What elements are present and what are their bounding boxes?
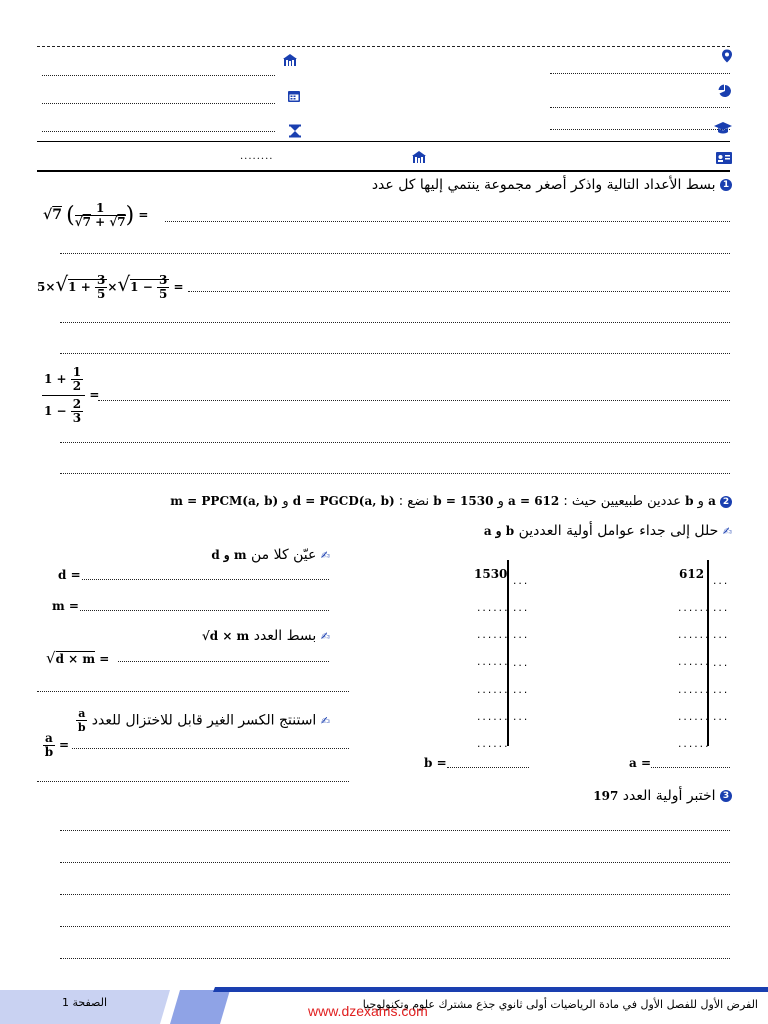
dots-cell: ...... [476,604,509,614]
b-result-line [447,767,529,768]
dots-cell: ... [512,658,529,669]
answer-line [37,691,349,692]
dots-cell: ... [512,685,529,696]
dots-cell: ...... [677,631,710,642]
sqrt-dm-label: √d × m = [46,649,110,667]
id-card-icon [716,151,732,165]
answer-line [60,830,730,831]
b-table-right [512,569,528,732]
dots-cell: ... [712,658,729,669]
b-result-label: b = [424,756,447,770]
answer-line [60,253,730,254]
expr3-eq: = [89,388,100,402]
dots-cell: ...... [677,740,710,751]
pen-icon: ✍ [722,525,732,538]
ex2-nada: نضع : [398,494,430,509]
ex2-ppcm: m = PPCM(a, b) [170,494,279,508]
header-top-line [37,46,730,47]
ex2-b-eq: b = 1530 [433,494,494,508]
level-field [550,129,730,130]
expr3-minus: − [56,404,67,418]
expr3-one-2: 1 [44,404,53,418]
ex2-q4-text: استنتج الكسر الغير قابل للاختزال للعدد [91,712,317,729]
ex2-b: b [685,494,694,508]
dots-cell: ...... [476,631,509,642]
expr3-d1: 2 [72,379,82,393]
answer-line [98,400,730,401]
ex2-question3 [80,628,330,644]
answer-line [60,473,730,474]
exercise1-title [232,177,732,193]
b-table-left [476,596,509,759]
answer-line [60,862,730,863]
a-result-label: a = [629,756,652,770]
exercise2-statement [32,494,732,509]
expr1-eq: = [138,208,149,222]
sqrt-answer-line [118,661,329,662]
ex2-pgcd: d = PGCD(a, b) [292,494,395,508]
expr1-den-b: 7 [117,215,126,229]
expr2-num-2: 3 [158,273,168,287]
ex2-a: a [708,494,716,508]
location-field [550,73,730,74]
a-table-right [712,569,728,732]
location-icon [720,49,734,63]
school-field [42,75,275,76]
expr2-one: 1 [68,280,77,294]
dots-cell: ... [712,631,729,642]
expr2: 5×√1 + $\frac{3}{5}$ ×√1 − $\frac{3}{5}$ = [37,272,184,301]
b-value: 1530 [474,567,508,581]
footer-subject: الفرض الأول للفصل الأول في مادة الرياضيات أولى ثانوي جذع مشترك علوم وتكنولوجيا [362,998,758,1011]
frac-num: a [78,707,86,720]
a-result-line [651,767,730,768]
exercise2-number: 2 [720,496,732,508]
frac-label-den: b [44,745,54,759]
ex2-intro: عددين طبيعيين حيث : [563,494,681,509]
d-label: d = [58,568,81,582]
graduation-cap-icon [714,121,732,135]
expr2-minus: − [142,280,153,294]
a-value: 612 [679,567,705,581]
section-field [550,107,730,108]
ex2-question4 [50,707,330,734]
ex2-question1 [332,523,732,539]
expr3-n2: 2 [72,397,82,411]
date-field [42,103,275,104]
frac-label: $\frac{a}{b}$ = [44,731,70,759]
answer-line [60,958,730,959]
watermark: www.dzexams.com [308,1003,428,1019]
dots-cell: ...... [476,712,509,723]
page-label: الصفحة 1 [62,996,108,1009]
dots-cell: ... [712,604,729,615]
pen-icon: ✍ [320,630,330,643]
exercise3-text: اختبر أولية العدد [622,788,716,804]
exercise3-title [432,788,732,804]
expr3 [42,366,99,425]
expr2-den: 5 [96,287,106,301]
expr2-five: 5 [37,280,46,294]
dots-cell: ... [712,685,729,696]
dots-cell: ... [712,713,729,724]
ex2-and: و [697,494,704,509]
dots-cell: ...... [476,658,509,669]
dots-cell: ...... [677,604,710,614]
expr2-eq: = [173,280,184,294]
ex2-and-2: و [497,494,504,509]
answer-line [60,442,730,443]
expr3-one: 1 [44,372,53,386]
dots-cell: ...... [677,712,710,723]
frac-den: b [77,721,86,734]
calendar-icon [287,89,301,103]
ex2-a-eq: a = 612 [508,494,560,508]
frac-label-num: a [45,731,53,745]
exercise1-text: بسط الأعداد التالية واذكر أصغر مجموعة ينتمي إليها كل عدد [371,177,716,193]
expr1-num: 1 [75,202,126,216]
m-label: m = [52,599,79,613]
ex2-q1-text: حلل إلى جداء عوامل أولية العددين [518,523,719,539]
frac-answer-line [72,748,349,749]
dots-cell: ...... [476,740,509,751]
dots-cell: ... [512,577,529,587]
dots-cell: ... [512,604,529,615]
a-table-left [677,596,710,759]
ex2-q2-text: عيّن كلا من [251,547,317,563]
ex2-q2-vars: d و m [211,548,247,562]
pen-icon: ✍ [320,714,330,728]
school-icon [412,150,426,164]
exercise1-number: 1 [720,179,732,191]
answer-line [60,353,730,354]
pie-chart-icon [718,84,732,98]
school-icon [283,53,297,67]
sqrt-dm-radicand: d × m [55,652,96,666]
exercise3-number: 3 [720,790,732,802]
header-bottom-line [37,170,730,172]
dots-cell: ...... [677,685,710,696]
ex2-and-3: و [282,494,289,509]
expr1-sqrt-outer: 7 [52,207,62,223]
answer-line [188,291,730,292]
place-dots: ........ [240,151,274,162]
expr3-d2: 3 [72,411,82,425]
dots-cell: ... [712,577,729,587]
ex2-q1-vars: a و b [483,524,515,538]
answer-line [60,322,730,323]
expr2-den-2: 5 [158,287,168,301]
duration-field [42,131,275,132]
answer-line [165,221,730,222]
expr1-den-a: 7 [82,215,91,229]
expr2-plus: + [80,280,91,294]
expr2-times-2: × [107,280,118,294]
expr2-times: × [45,280,56,294]
dots-cell: ... [512,713,529,724]
m-answer-line [80,610,329,611]
hourglass-icon [288,124,302,138]
d-answer-line [82,579,329,580]
answer-line [60,926,730,927]
dots-cell: ...... [476,685,509,696]
answer-line [37,781,349,782]
ex2-q3-expr: √d × m [201,629,250,643]
dots-cell: ...... [677,658,710,669]
header-divider [37,141,730,142]
expr3-n1: 1 [72,365,82,379]
expr1: √7 ( $\frac{1}{√7 + √7}$ ) = [43,201,149,229]
expr2-one-2: 1 [130,280,139,294]
exercise3-value: 197 [593,789,619,803]
answer-line [60,894,730,895]
ex2-q3-text: بسط العدد [253,628,317,644]
pen-icon: ✍ [320,549,330,562]
expr3-plus: + [56,372,67,386]
ex2-question2 [80,547,330,563]
dots-cell: ... [512,631,529,642]
expr2-num: 3 [96,273,106,287]
